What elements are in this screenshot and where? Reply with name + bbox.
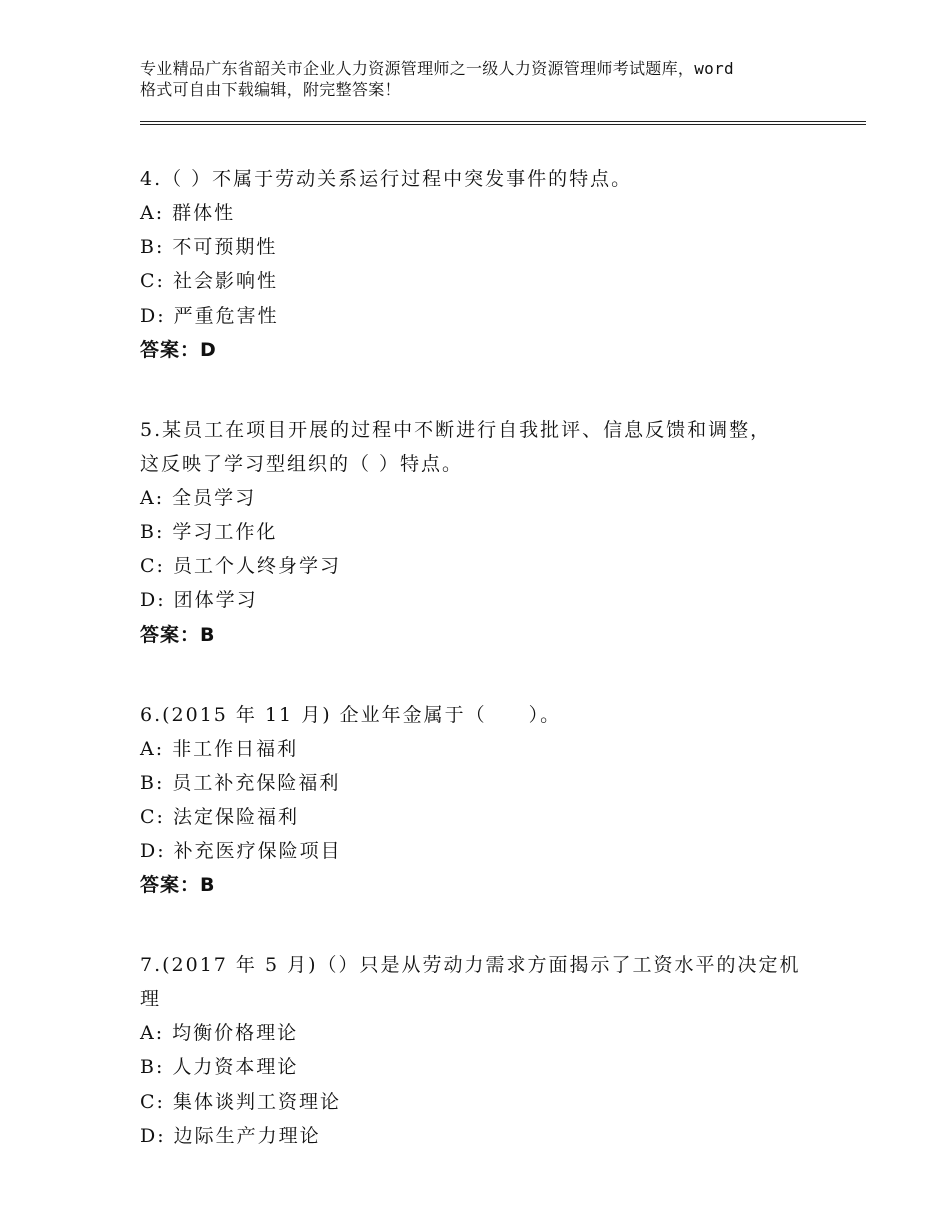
option-b: B: 学习工作化 bbox=[140, 520, 278, 543]
question-7 bbox=[140, 948, 840, 1153]
header-divider bbox=[140, 124, 866, 125]
question-text: 7.(2017 年 5 月)（）只是从劳动力需求方面揭示了工资水平的决定机 bbox=[140, 954, 801, 977]
header-line: 专业精品广东省韶关市企业人力资源管理师之一级人力资源管理师考试题库，word bbox=[140, 59, 734, 78]
question-6 bbox=[140, 698, 840, 903]
option-b: B: 不可预期性 bbox=[140, 236, 278, 259]
question-5 bbox=[140, 413, 840, 652]
option-a: A: 群体性 bbox=[140, 202, 236, 224]
question-text: 理 bbox=[140, 988, 162, 1011]
header-divider bbox=[140, 121, 866, 122]
question-4 bbox=[140, 162, 840, 367]
option-d: D: 团体学习 bbox=[140, 589, 258, 612]
option-c: C: 社会影响性 bbox=[140, 270, 278, 293]
question-text: 5.某员工在项目开展的过程中不断进行自我批评、信息反馈和调整， bbox=[140, 418, 772, 441]
question-text: 4.（ ）不属于劳动关系运行过程中突发事件的特点。 bbox=[140, 168, 633, 190]
question-text: 6.(2015 年 11 月) 企业年金属于（ ）。 bbox=[140, 703, 562, 726]
answer-label: 答案：B bbox=[140, 874, 216, 897]
answer-label: 答案：D bbox=[140, 338, 217, 361]
option-a: A: 全员学习 bbox=[140, 486, 257, 509]
question-list bbox=[140, 162, 840, 1199]
option-c: C: 法定保险福利 bbox=[140, 805, 299, 828]
document-header bbox=[140, 58, 840, 100]
option-a: A: 非工作日福利 bbox=[140, 737, 299, 760]
option-d: D: 补充医疗保险项目 bbox=[140, 840, 342, 863]
option-d: D: 严重危害性 bbox=[140, 304, 279, 327]
option-c: C: 员工个人终身学习 bbox=[140, 555, 341, 578]
question-text: 这反映了学习型组织的（ ）特点。 bbox=[140, 452, 464, 475]
option-b: B: 人力资本理论 bbox=[140, 1056, 299, 1079]
option-a: A: 均衡价格理论 bbox=[140, 1022, 299, 1045]
option-b: B: 员工补充保险福利 bbox=[140, 771, 341, 794]
option-c: C: 集体谈判工资理论 bbox=[140, 1090, 341, 1113]
header-line: 格式可自由下载编辑，附完整答案！ bbox=[140, 80, 401, 99]
option-d: D: 边际生产力理论 bbox=[140, 1124, 321, 1147]
answer-label: 答案：B bbox=[140, 623, 216, 646]
